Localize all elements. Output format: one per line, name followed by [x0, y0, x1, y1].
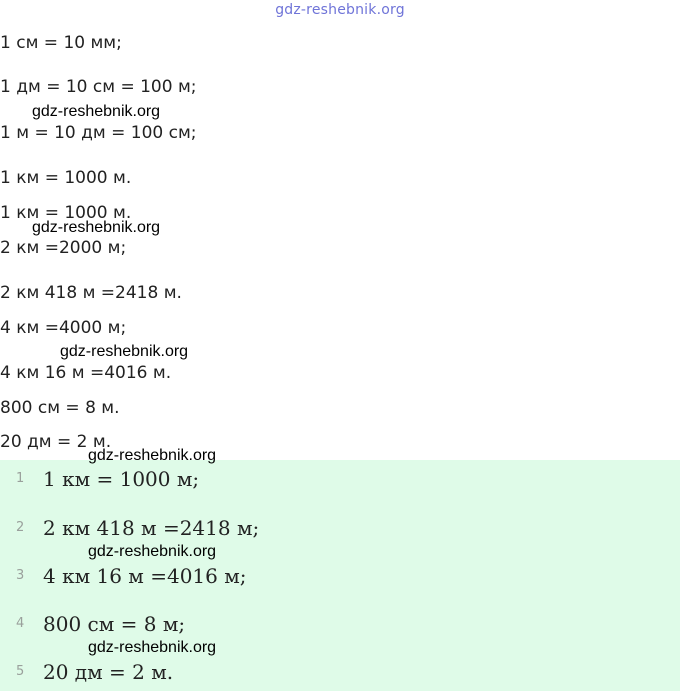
answer-line-number: 5: [16, 664, 25, 679]
conversion-line: 800 см = 8 м.: [0, 398, 120, 418]
site-header[interactable]: gdz-reshebnik.org: [275, 2, 405, 18]
conversion-line: 1 км = 1000 м.: [0, 168, 132, 188]
conversion-line: 20 дм = 2 м.: [0, 432, 112, 452]
watermark: gdz-reshebnik.org: [88, 639, 217, 656]
answer-text: 1 км = 1000 м;: [43, 467, 200, 491]
answer-line-number: 3: [16, 568, 25, 583]
conversion-line: 2 км 418 м =2418 м.: [0, 283, 182, 303]
conversion-line: 1 м = 10 дм = 100 см;: [0, 123, 197, 143]
answer-text: 4 км 16 м =4016 м;: [43, 564, 247, 588]
watermark: gdz-reshebnik.org: [32, 103, 161, 120]
watermark: gdz-reshebnik.org: [88, 447, 217, 464]
conversion-line: 1 км = 1000 м.: [0, 203, 132, 223]
watermark: gdz-reshebnik.org: [32, 219, 161, 236]
conversion-line: 1 дм = 10 см = 100 м;: [0, 77, 197, 97]
answer-line-number: 2: [16, 520, 25, 535]
answer-text: 800 см = 8 м;: [43, 612, 186, 636]
conversion-line: 1 см = 10 мм;: [0, 33, 122, 53]
answer-line-number: 4: [16, 616, 25, 631]
watermark: gdz-reshebnik.org: [60, 343, 189, 360]
answer-text: 20 дм = 2 м.: [43, 660, 174, 684]
conversion-line: 4 км =4000 м;: [0, 318, 127, 338]
answer-text: 2 км 418 м =2418 м;: [43, 516, 260, 540]
watermark: gdz-reshebnik.org: [88, 543, 217, 560]
conversion-line: 4 км 16 м =4016 м.: [0, 363, 172, 383]
conversion-line: 2 км =2000 м;: [0, 238, 127, 258]
answer-line-number: 1: [16, 471, 25, 486]
